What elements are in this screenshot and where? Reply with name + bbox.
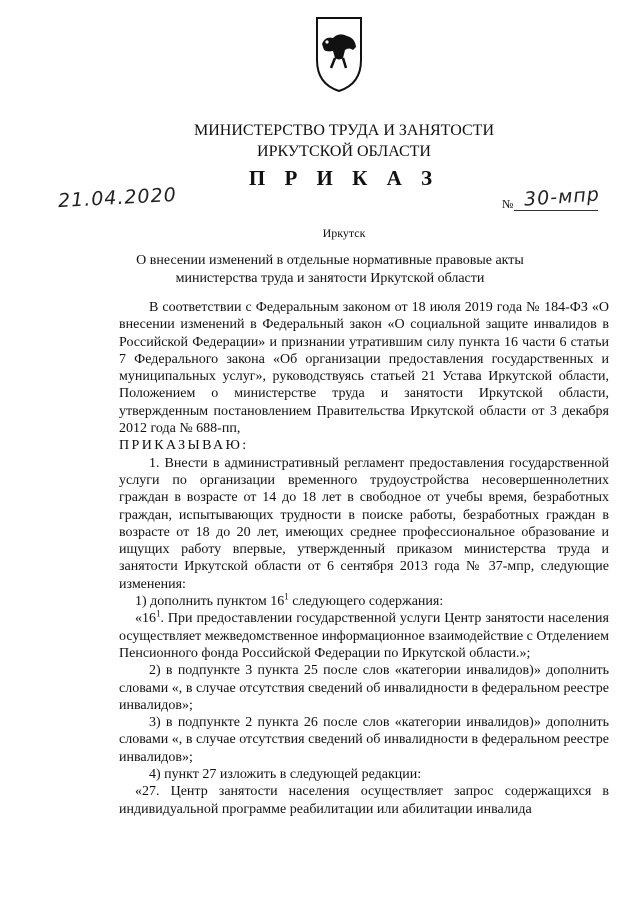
subitem-2-paragraph: 2) в подпункте 3 пункта 25 после слов «категории инвалидов)» дополнить словами «, в случае отсутствия сведений об инвалидности в федеральном реестре инвалидов»; — [119, 663, 609, 713]
handwritten-number: 30-мпр — [523, 183, 601, 211]
ministry-name-line2: ИРКУТСКОЙ ОБЛАСТИ — [257, 143, 431, 160]
point-16-1-text: . При предоставлении государственной услуги Центр занятости населения осуществляет межведомственное информационное взаимодействие с Отделением Пенсионного фонда Российской Федерации по Иркутской области.»; — [119, 611, 610, 661]
subitem-3-paragraph: 3) в подпункте 2 пункта 26 после слов «категории инвалидов)» дополнить словами «, в случае отсутствия сведений об инвалидности в федеральном реестре инвалидов»; — [119, 715, 609, 765]
order-word: ПРИКАЗЫВАЮ: — [119, 438, 249, 454]
coat-of-arms-emblem — [313, 14, 365, 94]
point-27-paragraph: «27. Центр занятости населения осуществляет запрос содержащихся в индивидуальной программе реабилитации или абилитации инвалида — [119, 784, 609, 817]
preamble-paragraph: В соответствии с Федеральным законом от 18 июля 2019 года № 184-ФЗ «О внесении изменений в Федеральный закон «О социальной защите инвалидов в Российской Федерации» и признании утратившим силу пункта 16 части 6 статьи 7 Федерального закона «Об организации предоставления государственных и муниципальных услуг», руководствуясь статьей 21 Устава Иркутской области, Положением о министерстве труда и занятости Иркутской области, утвержденным постановлением Правительства Иркутской области от 3 декабря 2012 года № 688-пп, — [119, 300, 609, 437]
subitem-1-paragraph — [119, 593, 609, 610]
point-16-label: «16 — [135, 611, 156, 627]
document-type-title: П Р И К А З — [248, 166, 440, 190]
document-body — [119, 299, 609, 818]
city-name: Иркутск — [322, 226, 366, 240]
subitem-1-text-end: следующего содержания: — [288, 594, 444, 610]
ministry-name-line1: МИНИСТЕРСТВО ТРУДА И ЗАНЯТОСТИ — [194, 122, 494, 139]
number-prefix: № — [502, 197, 514, 211]
number-underline — [514, 210, 598, 211]
subitem-1-text: 1) дополнить пунктом 16 — [135, 594, 285, 610]
item-1-paragraph: 1. Внести в административный регламент предоставления государственной услуги по организации временного трудоустройства несовершеннолетних граждан в возрасте от 14 до 18 лет в свободное от учебы время, безработных граждан, испытывающих трудности в поиске работы, безработных граждан в возрасте от 18 до 20 лет, имеющих среднее профессиональное образование и ищущих работу впервые, утвержденный приказом министерства труда и занятости Иркутской области от 6 сентября 2013 года № 37-мпр, следующие изменения: — [119, 455, 609, 592]
point-16-1-paragraph — [119, 610, 609, 662]
subitem-4-paragraph: 4) пункт 27 изложить в следующей редакции: — [149, 767, 422, 783]
document-subject: О внесении изменений в отдельные нормативные правовые акты министерства труда и занятости Иркутской области — [136, 253, 524, 286]
handwritten-date: 21.04.2020 — [57, 183, 178, 213]
superscript: 1 — [284, 591, 289, 602]
superscript: 1 — [156, 608, 161, 619]
